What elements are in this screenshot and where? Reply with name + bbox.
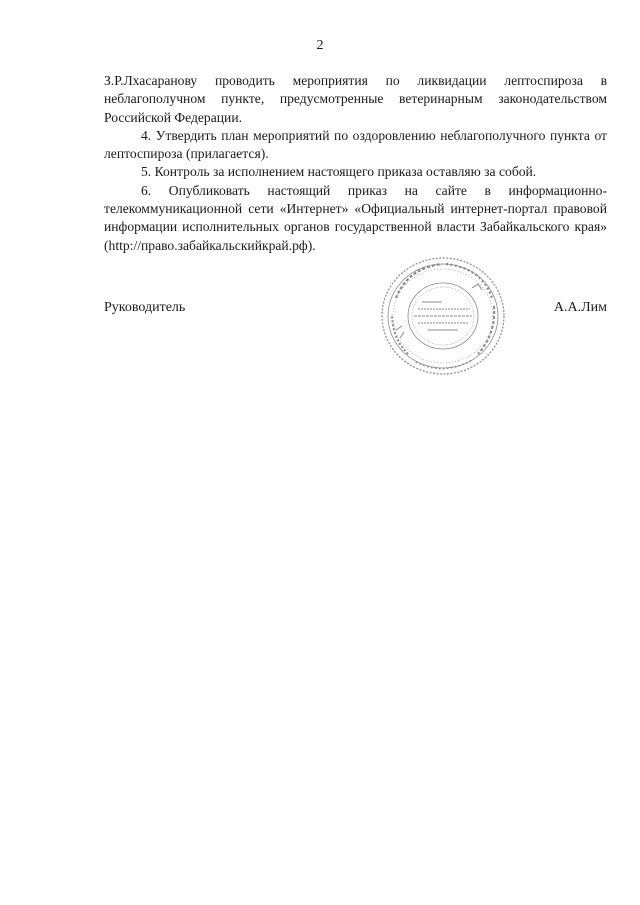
paragraph-item-5: 5. Контроль за исполнением настоящего приказа оставляю за собой. bbox=[141, 164, 537, 180]
official-seal-icon bbox=[378, 254, 508, 378]
document-body bbox=[104, 72, 607, 255]
page-number: 2 bbox=[316, 38, 324, 53]
paragraph-item-4: 4. Утвердить план мероприятий по оздоровлению неблагополучного пункта от лептоспироза (прилагается). bbox=[104, 127, 607, 162]
signatory-name: А.А.Лим bbox=[553, 300, 607, 315]
signature-title: Руководитель bbox=[104, 300, 186, 315]
paragraph-continuation: З.Р.Лхасаранову проводить мероприятия по ликвидации лептоспироза в неблагополучном пункте, предусмотренные ветеринарным законодательством Российской Федерации. bbox=[104, 73, 607, 125]
paragraph-item-6: 6. Опубликовать настоящий приказ на сайте в информационно-телекоммуникационной сети «Интернет» «Официальный интернет-портал правовой информации исполнительных органов государственной власти Забайкальского края» (http://право.забайкальскийкрай.рф). bbox=[104, 182, 607, 253]
